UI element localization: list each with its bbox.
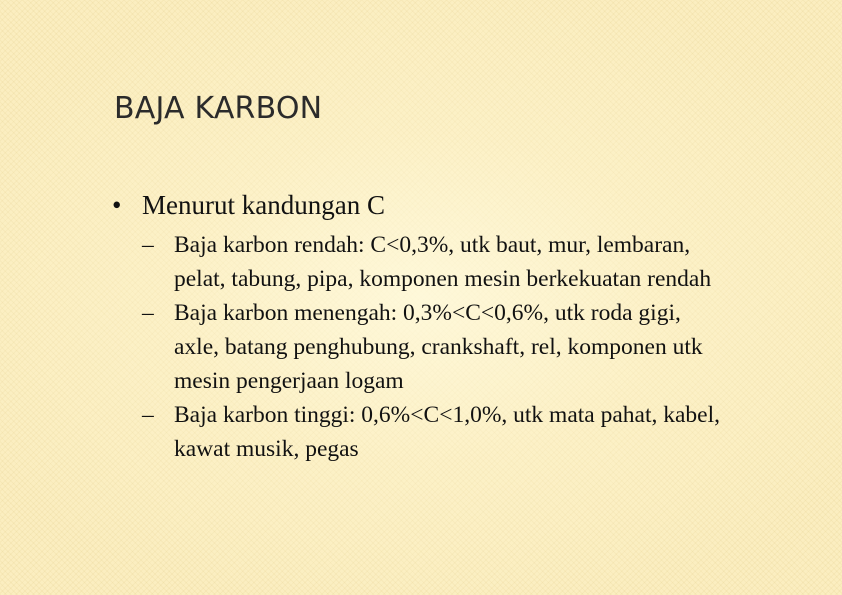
sub-bullet-marker: – — [142, 232, 154, 258]
bullet-text: Menurut kandungan C — [142, 190, 385, 220]
sub-bullet-text: Baja karbon rendah: C<0,3%, utk baut, mur, lembaran, pelat, tabung, pipa, komponen mesin berkekuatan rendah — [174, 232, 712, 292]
sub-bullet-marker: – — [142, 402, 154, 428]
bullet-item — [112, 188, 752, 222]
sub-bullet-item — [112, 296, 752, 398]
sub-bullet-text: Baja karbon tinggi: 0,6%<C<1,0%, utk mata pahat, kabel, kawat musik, pegas — [174, 402, 720, 462]
sub-bullet-marker: – — [142, 300, 154, 326]
slide-title: BAJA KARBON — [114, 91, 323, 126]
bullet-marker: • — [112, 190, 122, 220]
sub-bullet-text: Baja karbon menengah: 0,3%<C<0,6%, utk roda gigi, axle, batang penghubung, crankshaft, rel, komponen utk mesin pengerjaan logam — [174, 300, 703, 394]
sub-bullet-item — [112, 228, 752, 296]
slide-body — [112, 188, 752, 466]
sub-bullet-item — [112, 398, 752, 466]
sub-bullet-list — [112, 228, 752, 466]
